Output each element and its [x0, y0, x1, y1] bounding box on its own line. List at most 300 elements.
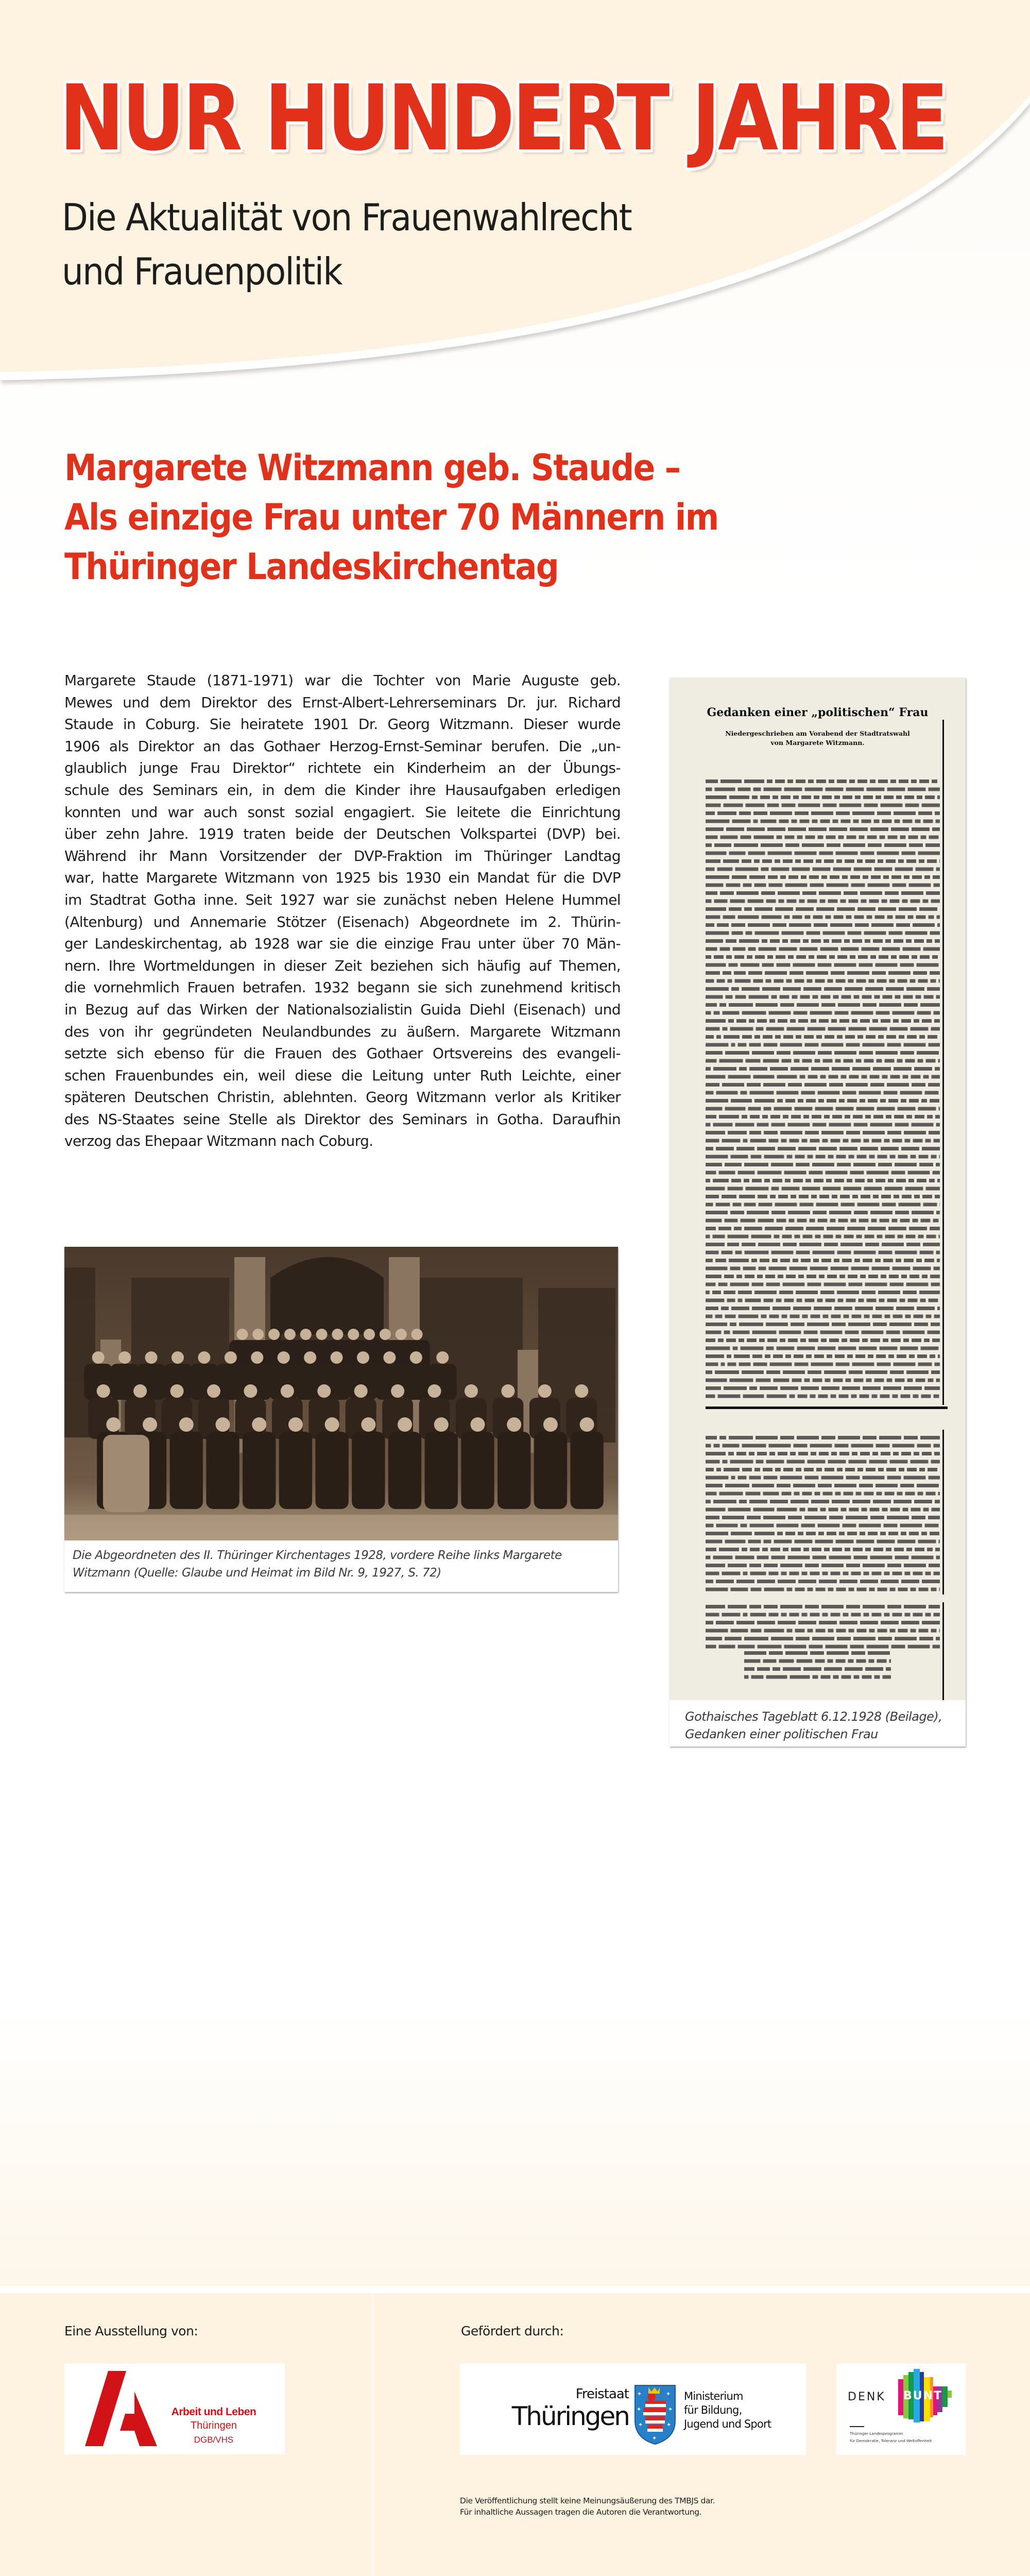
newsprint-word: [933, 1219, 939, 1223]
newsprint-word: [748, 947, 756, 951]
newsprint-word: [821, 1043, 844, 1047]
newsprint-word: [739, 1363, 751, 1366]
newsprint-word: [706, 1500, 711, 1503]
newsprint-word: [769, 1139, 779, 1143]
newsprint-word: [909, 1099, 919, 1103]
newsprint-word: [739, 1323, 763, 1326]
newsprint-word: [772, 1179, 782, 1182]
newsprint-word: [835, 1444, 849, 1448]
newsprint-word: [805, 1605, 819, 1608]
newsprint-word: [780, 1003, 794, 1007]
newsprint-word: [798, 1580, 816, 1583]
newsprint-word: [754, 907, 772, 911]
newsprint-word: [761, 891, 775, 895]
newsprint-word: [805, 1043, 819, 1047]
newsprint-word: [872, 971, 886, 975]
person-head: [411, 1329, 423, 1340]
newsprint-word: [767, 1338, 777, 1342]
body-line: Mewes und dem Direktor des Ernst-Albert-Lehrerseminars Dr. jur. Richard: [64, 693, 621, 711]
newsprint-word: [706, 1259, 713, 1262]
newsprint-word: [849, 1075, 859, 1079]
newsprint-word: [798, 1532, 803, 1535]
newsprint-word: [837, 955, 847, 959]
newsprint-word: [750, 1524, 774, 1528]
subtitle-line: Die Aktualität von Frauenwahlrecht: [62, 196, 631, 239]
newsprint-word: [876, 1307, 894, 1310]
newsprint-word: [901, 1275, 907, 1278]
newsprint-word: [780, 1476, 802, 1480]
newsprint-word: [917, 963, 939, 967]
newsprint-word: [706, 811, 715, 815]
newsprint-word: [723, 1444, 740, 1448]
newsprint-word: [706, 1532, 728, 1535]
newsprint-word: [763, 1083, 785, 1087]
newsprint-word: [767, 827, 785, 831]
newsprint-word: [796, 1291, 818, 1294]
newsprint-word: [713, 1067, 736, 1071]
newsprint-word: [821, 1436, 835, 1439]
newsprint-word: [848, 979, 854, 983]
newsprint-word: [814, 1179, 823, 1182]
newsprint-word: [722, 1083, 744, 1087]
newsprint-word: [918, 1107, 936, 1111]
newsprint-word: [706, 1203, 713, 1207]
newsprint-word: [713, 1556, 733, 1560]
newsprint-word: [706, 859, 720, 863]
newsprint-word: [813, 1251, 835, 1255]
newsprint-word: [936, 1123, 940, 1127]
newsprint-word: [844, 1187, 862, 1191]
newsprint-word: [885, 1187, 903, 1191]
svg-text:✦: ✦: [666, 2421, 672, 2428]
newsprint-word: [877, 1659, 887, 1663]
newsprint-word: [829, 1083, 843, 1087]
newsprint-word: [803, 1548, 809, 1551]
newsprint-word: [770, 1115, 780, 1118]
newsprint-word: [911, 1460, 929, 1464]
newsprint-word: [892, 1395, 898, 1398]
newsprint-word: [885, 1059, 895, 1063]
newsprint-word: [935, 939, 940, 943]
newsprint-word: [778, 891, 800, 895]
newsprint-word: [742, 1035, 752, 1039]
newsprint-word: [912, 1083, 925, 1087]
newsprint-word: [746, 804, 765, 807]
newsprint-word: [816, 1629, 826, 1633]
column-rule: [942, 1430, 944, 1595]
newsprint-word: [891, 1171, 905, 1175]
newsprint-word: [871, 923, 894, 927]
newsprint-word: [706, 1484, 723, 1487]
newsprint-word: [757, 1556, 769, 1560]
newsprint-word: [800, 947, 818, 951]
newsprint-word: [906, 1370, 929, 1374]
newsprint-word: [925, 1139, 931, 1143]
newsprint-word: [777, 1347, 795, 1350]
newsprint-word: [746, 1187, 769, 1191]
body-line: konnten und war auch sonst sozial engagiert. Sie leitete die Einrichtung: [64, 803, 621, 821]
newsprint-word: [788, 1123, 810, 1127]
newsprint-word: [787, 1027, 805, 1031]
newsprint-word: [880, 1532, 886, 1535]
newsprint-word: [846, 1564, 860, 1567]
newsprint-word: [777, 1051, 791, 1055]
newsprint-word: [860, 1019, 870, 1023]
person-head: [300, 1329, 312, 1340]
newsprint-word: [902, 852, 916, 855]
funded-by-label: Gefördert durch:: [461, 2324, 564, 2338]
newsprint-word: [901, 1099, 906, 1103]
person-head: [364, 1329, 375, 1340]
newsprint-word: [849, 1508, 859, 1512]
newsprint-word: [870, 1211, 892, 1214]
newsprint-word: [913, 1267, 931, 1270]
newsprint-word: [824, 987, 842, 991]
newsprint-word: [837, 907, 855, 911]
newsprint-word: [859, 1299, 864, 1302]
newsprint-word: [909, 1227, 927, 1230]
person-head: [325, 1417, 339, 1432]
newsprint-word: [754, 1532, 775, 1535]
newsprint-word: [896, 1307, 914, 1310]
newsprint-word: [808, 900, 817, 903]
newsprint-word: [867, 1299, 877, 1302]
newsprint-word: [756, 1436, 778, 1439]
newsprint-word: [736, 891, 759, 895]
newsprint-word: [716, 1524, 738, 1528]
newsprint-word: [808, 1588, 813, 1591]
newsprint-word: [808, 779, 814, 783]
person-head: [575, 1384, 588, 1398]
newsprint-word: [826, 1645, 848, 1649]
person-head: [268, 1329, 280, 1340]
newsprint-word: [890, 1460, 908, 1464]
newsprint-word: [925, 795, 935, 799]
newsprint-word: [921, 1532, 927, 1535]
newsprint-word: [878, 1163, 892, 1166]
newsprint-word: [723, 971, 731, 975]
newsprint-word: [816, 907, 834, 911]
newsprint-word: [809, 1338, 818, 1342]
newsprint-word: [898, 1629, 908, 1633]
newsprint-word: [775, 859, 780, 863]
newsprint-word: [735, 1556, 754, 1560]
newsprint-word: [921, 1395, 931, 1398]
newsprint-word: [937, 1179, 940, 1182]
newsprint-word: [751, 1588, 762, 1591]
body-line: schule des Seminars ein, in dem die Kinder ihre Hausaufgaben erledigen: [64, 781, 621, 799]
newsprint-word: [927, 987, 940, 991]
newsprint-word: [725, 1219, 738, 1223]
newsprint-word: [864, 1139, 869, 1143]
newsprint-word: [831, 1572, 840, 1575]
newsprint-word: [828, 900, 838, 903]
newsprint-word: [743, 884, 752, 887]
newsprint-word: [863, 1386, 881, 1390]
newsprint-word: [706, 1115, 716, 1118]
denkbunt-logo[interactable]: [836, 2364, 966, 2455]
newsprint-word: [706, 868, 715, 871]
person-head: [225, 1351, 237, 1364]
newsprint-word: [777, 1508, 797, 1512]
newsprint-word: [872, 1452, 878, 1455]
newsprint-word: [771, 1163, 793, 1166]
newsprint-word: [865, 1667, 883, 1671]
newsprint-word: [934, 1613, 940, 1617]
newsprint-word: [872, 1613, 882, 1617]
newsprint-word: [842, 1386, 860, 1390]
newsprint-word: [753, 820, 758, 823]
newsprint-word: [912, 1123, 934, 1127]
newsprint-word: [855, 1307, 873, 1310]
newsprint-word: [939, 1155, 940, 1159]
newsprint-word: [819, 852, 833, 855]
newsprint-word: [706, 1059, 717, 1063]
newsprint-word: [929, 1043, 940, 1047]
newsprint-word: [842, 995, 851, 999]
newsprint-word: [706, 947, 717, 951]
person-head: [281, 1384, 294, 1398]
newsprint-word: [861, 852, 874, 855]
newsprint-word: [939, 1629, 940, 1633]
newsprint-word: [873, 1115, 883, 1118]
newsprint-word: [819, 1019, 829, 1023]
newsprint-word: [821, 1131, 844, 1134]
newsprint-word: [797, 1347, 815, 1350]
newsprint-word: [814, 923, 828, 927]
newsprint-word: [729, 1436, 753, 1439]
newsprint-word: [881, 804, 903, 807]
newsprint-word: [854, 916, 864, 919]
person-head: [284, 1329, 296, 1340]
newsprint-word: [903, 1508, 908, 1512]
svg-text:✦: ✦: [637, 2406, 642, 2413]
newsprint-word: [907, 1035, 917, 1039]
newsprint-word: [846, 916, 852, 919]
newsprint-word: [927, 1548, 933, 1551]
newsprint-word: [872, 1139, 882, 1143]
newsprint-word: [780, 1436, 794, 1439]
newsprint-word: [829, 955, 835, 959]
newsprint-word: [852, 1500, 870, 1503]
newsprint-word: [828, 1659, 833, 1663]
newsprint-word: [888, 1532, 898, 1535]
body-line: 1906 als Direktor an das Gothaer Herzog-Ernst-Seminar berufen. Die „un-: [64, 737, 621, 755]
newsprint-word: [890, 779, 896, 783]
newsprint-word: [730, 1211, 744, 1214]
newsprint-word: [706, 1629, 728, 1633]
newsprint-word: [713, 1179, 729, 1182]
newsprint-word: [793, 795, 799, 799]
newsprint-word: [803, 1115, 809, 1118]
newsprint-word: [857, 859, 863, 863]
newsprint-word: [793, 1484, 815, 1487]
newsprint-word: [778, 1621, 796, 1624]
body-line: des NS-Staates seine Stelle als Direktor des Seminars in Gotha. Daraufhin: [64, 1110, 621, 1128]
newsprint-word: [734, 1354, 750, 1358]
newsprint-word: [798, 1099, 803, 1103]
newsprint-word: [908, 836, 918, 839]
newsprint-word: [851, 1267, 869, 1270]
newsprint-word: [914, 1195, 920, 1198]
newsprint-word: [826, 1171, 848, 1175]
newsprint-word: [788, 1338, 798, 1342]
newsprint-word: [863, 1131, 885, 1134]
newsprint-word: [780, 1131, 802, 1134]
newsprint-word: [795, 1629, 805, 1633]
newsprint-word: [852, 1452, 857, 1455]
newsprint-word: [859, 1051, 873, 1055]
newsprint-word: [706, 1227, 716, 1230]
newspaper-clipping-image: [670, 677, 966, 1700]
newsprint-word: [706, 1613, 719, 1617]
newsprint-word: [739, 1195, 755, 1198]
newsprint-word: [762, 916, 782, 919]
newsprint-word: [893, 1019, 899, 1023]
newsprint-word: [800, 995, 810, 999]
newsprint-word: [747, 1516, 761, 1519]
newsprint-word: [898, 979, 907, 983]
person-head: [357, 1351, 369, 1364]
newsprint-word: [724, 804, 743, 807]
newsprint-word: [919, 1629, 929, 1633]
newsprint-word: [760, 1386, 778, 1390]
newsprint-word: [905, 1139, 911, 1143]
newsprint-word: [939, 979, 940, 983]
newsprint-word: [806, 1532, 816, 1535]
newsprint-word: [865, 987, 883, 991]
newsprint-word: [859, 1091, 881, 1095]
newsprint-word: [905, 1492, 915, 1496]
newsprint-word: [706, 1123, 711, 1127]
newsprint-word: [733, 947, 746, 951]
newsprint-word: [851, 1444, 873, 1448]
newsprint-word: [836, 979, 846, 983]
newsprint-word: [842, 1675, 851, 1679]
logo-line: Thüringen: [511, 2401, 629, 2431]
newsprint-word: [724, 1331, 730, 1334]
newsprint-word: [775, 1035, 781, 1039]
newsprint-word: [754, 1468, 760, 1471]
newsprint-word: [914, 939, 924, 943]
newsprint-word: [910, 979, 916, 983]
newsprint-word: [719, 1003, 726, 1007]
newsprint-word: [877, 1540, 895, 1544]
newsprint-word: [870, 779, 876, 783]
newsprint-word: [923, 947, 940, 951]
newsprint-word: [881, 1019, 890, 1023]
newsprint-word: [753, 979, 763, 983]
newsprint-word: [768, 875, 778, 879]
newsprint-word: [887, 1131, 901, 1134]
newsprint-word: [836, 1363, 850, 1366]
newsprint-word: [924, 1386, 940, 1390]
body-line: späteren Deutschen Christin, ablehnten. Georg Witzmann verlor als Kritiker: [64, 1089, 621, 1106]
newsprint-word: [756, 1003, 778, 1007]
newsprint-word: [754, 884, 766, 887]
newsprint-word: [924, 995, 934, 999]
arbeit-und-leben-logo[interactable]: [64, 2364, 285, 2454]
newsprint-word: [761, 843, 783, 847]
newsprint-word: [823, 804, 837, 807]
newsprint-word: [895, 868, 913, 871]
newsprint-word: [766, 1675, 787, 1679]
newsprint-word: [706, 1195, 719, 1198]
newsprint-word: [885, 939, 891, 943]
newsprint-word: [817, 955, 827, 959]
newsprint-word: [890, 1370, 904, 1374]
newsprint-word: [884, 1613, 890, 1617]
newsprint-word: [748, 1540, 761, 1544]
newsprint-word: [868, 1651, 890, 1655]
newsprint-word: [706, 884, 724, 887]
newsprint-word: [724, 1386, 747, 1390]
newsprint-word: [788, 1083, 802, 1087]
newsprint-word: [885, 1315, 890, 1318]
newsprint-word: [912, 955, 917, 959]
newsprint-word: [883, 1675, 891, 1679]
newsprint-word: [763, 1059, 779, 1063]
newsprint-word: [921, 836, 926, 839]
newsprint-word: [811, 1500, 829, 1503]
newsprint-word: [887, 1083, 909, 1087]
newsprint-word: [844, 1492, 853, 1496]
newsprint-word: [803, 939, 809, 943]
newsprint-word: [845, 1115, 850, 1118]
newsprint-word: [838, 1347, 856, 1350]
thueringen-ministry-logo[interactable]: [460, 2364, 806, 2455]
newsprint-word: [891, 827, 909, 831]
newsprint-word: [716, 1621, 734, 1624]
newsprint-word: [800, 1075, 805, 1079]
newsprint-word: [928, 1331, 940, 1334]
newsprint-word: [860, 1275, 866, 1278]
newsprint-word: [795, 979, 804, 983]
newsprint-word: [736, 1580, 754, 1583]
person-head: [133, 1384, 147, 1398]
newsprint-word: [775, 1468, 781, 1471]
newsprint-word: [912, 1556, 934, 1560]
newsprint-word: [869, 900, 879, 903]
newsprint-word: [762, 987, 780, 991]
newsprint-word: [738, 1291, 752, 1294]
disclaimer-line: Für inhaltliche Aussagen tragen die Autoren die Verantwortung.: [460, 2507, 702, 2517]
newsprint-word: [749, 1019, 754, 1023]
newsprint-word: [869, 1155, 875, 1159]
newsprint-word: [870, 1556, 892, 1560]
newsprint-word: [860, 1452, 870, 1455]
newsprint-word: [729, 795, 749, 799]
footer-separator: [0, 2286, 1030, 2293]
newsprint-word: [823, 931, 845, 935]
newsprint-word: [917, 795, 922, 799]
newspaper-caption: [685, 1708, 953, 1743]
newsprint-word: [901, 1147, 919, 1150]
newsprint-word: [864, 1315, 870, 1318]
newsprint-word: [836, 811, 850, 815]
newsprint-word: [824, 1370, 846, 1374]
newsprint-word: [813, 1211, 827, 1214]
newsprint-word: [895, 1123, 909, 1127]
newsprint-word: [706, 779, 718, 783]
newsprint-word: [809, 827, 827, 831]
newsprint-word: [859, 1484, 873, 1487]
newsprint-word: [753, 1075, 775, 1079]
newsprint-word: [938, 1354, 940, 1358]
column-rule: [942, 1602, 944, 1700]
newsprint-word: [797, 836, 803, 839]
person-head: [383, 1351, 396, 1364]
